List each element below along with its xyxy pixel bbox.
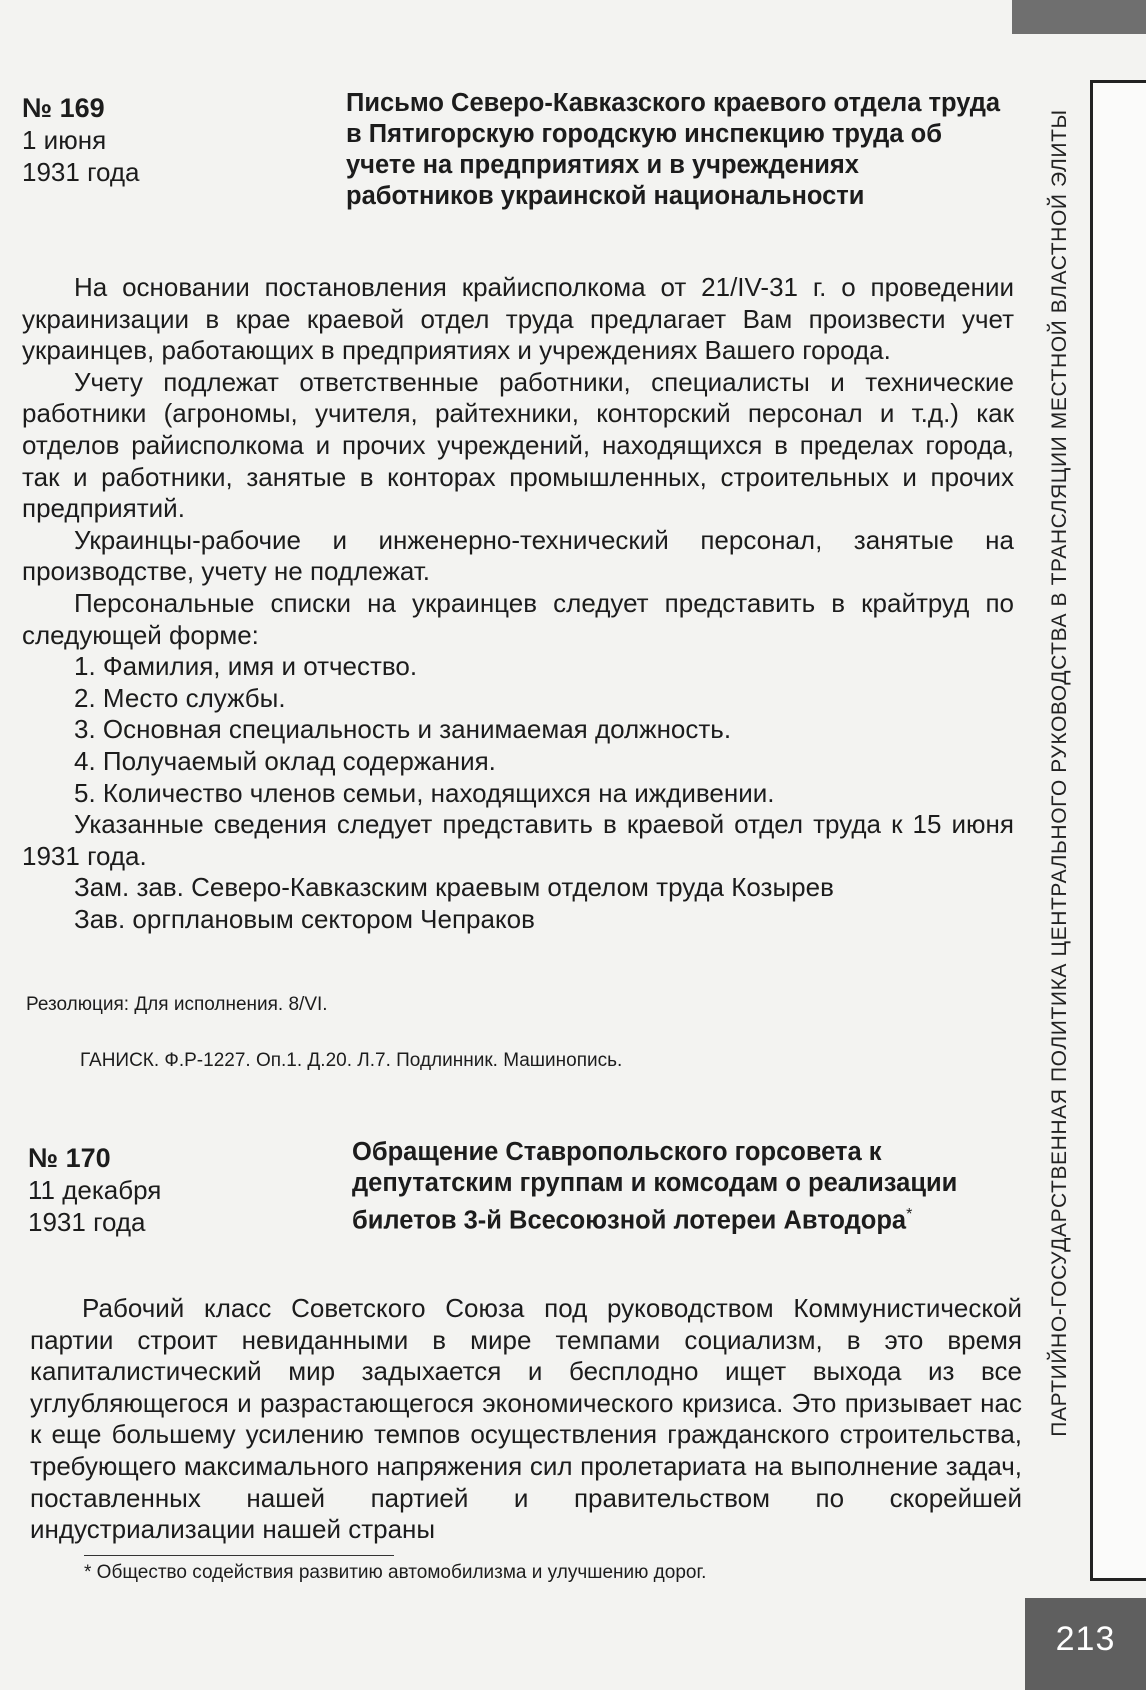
doc169-list-item: 5. Количество членов семьи, находящихся на иждивении. [74,777,775,808]
doc170-title-text: Обращение Ставропольского горсовета к депутатским группам и комсодам о реализации билетов 3-й Всесоюзной лотереи Автодора [352,1138,958,1235]
doc170-title-footnote-mark: * [906,1206,913,1223]
doc169-title: Письмо Северо-Кавказского краевого отдела труда в Пятигорскую городскую инспекцию труда об учете на предприятиях и в учреждениях работников украинской национальности [346,89,1001,210]
doc170-paragraph: Рабочий класс Советского Союза под руководством Коммунистической партии строит невиданными в мире темпами социализм, в это время капиталистический мир задыхается и бесплодно ищет выхода из все углубляющегося и разрастающегося экономического кризиса. Это призывает нас к еще большему усилению темпов осуществления гражданского строительства, требующего максимального напряжения сил пролетариата на выполнение задач, поставленных нашей партией и правительством по скорейшей индустриализации нашей страны [30,1293,1022,1545]
top-corner-tab [1012,0,1146,34]
page-number-box [1025,1598,1146,1690]
doc169-signature: Зам. зав. Северо-Кавказским краевым отделом труда Козырев [74,872,834,903]
doc169-closing: Указанные сведения следует представить в краевой отдел труда к 15 июня 1931 года. [22,809,1014,871]
doc170-date-day: 11 декабря [28,1175,162,1205]
doc170-number: № 170 [28,1143,111,1173]
doc169-date-day: 1 июня [22,125,107,155]
doc169-list-item: 4. Получаемый оклад содержания. [74,745,496,776]
doc169-list-item: 3. Основная специальность и занимаемая должность. [74,714,732,745]
doc169-resolution: Резолюция: Для исполнения. 8/VI. [26,994,328,1015]
doc169-list-item: 1. Фамилия, имя и отчество. [74,651,418,682]
doc169-meta [22,92,140,188]
page-number: 213 [1055,1620,1116,1658]
doc169-signature: Зав. оргплановым сектором Чепраков [74,903,535,934]
doc169-paragraph: На основании постановления крайисполкома от 21/IV-31 г. о проведении украинизации в крае краевой отдел труда предлагает Вам произвести учет украинцев, работающих в предприятиях и учреждениях Вашего города. [22,272,1014,366]
doc170-title [352,1137,982,1237]
doc170-body [30,1293,1022,1546]
footnote: * Общество содействия развитию автомобилизма и улучшению дорог. [84,1562,707,1583]
doc169-date-year: 1931 года [22,157,140,187]
footnote-rule [84,1555,394,1556]
doc170-date-year: 1931 года [28,1207,146,1237]
doc169-list-item: 2. Место службы. [74,682,286,713]
doc169-paragraph: Учету подлежат ответственные работники, специалисты и технические работники (агрономы, учителя, райтехники, конторский персонал и т.д.) как отделов райисполкома и прочих учреждений, находящихся в пределах города, так и работники, занятые в конторах промышленных, строительных и прочих предприятий. [22,366,1014,524]
doc169-paragraph: Персональные списки на украинцев следует представить в крайтруд по следующей форме: [22,587,1014,650]
side-title-text: ПАРТИЙНО-ГОСУДАРСТВЕННАЯ ПОЛИТИКА ЦЕНТРАЛЬНОГО РУКОВОДСТВА В ТРАНСЛЯЦИИ МЕСТНОЙ ВЛАСТНОЙ ЭЛИТЫ [1048,109,1071,1437]
side-running-title [1040,78,1080,1468]
doc170-meta [28,1142,161,1238]
side-frame [1090,80,1146,1581]
doc169-source: ГАНИСК. Ф.Р-1227. Оп.1. Д.20. Л.7. Подлинник. Машинопись. [80,1050,623,1071]
doc169-number: № 169 [22,93,105,123]
doc169-paragraph: Украинцы-рабочие и инженерно-технический персонал, занятые на производстве, учету не подлежат. [22,524,1014,587]
doc169-body [22,272,1014,935]
